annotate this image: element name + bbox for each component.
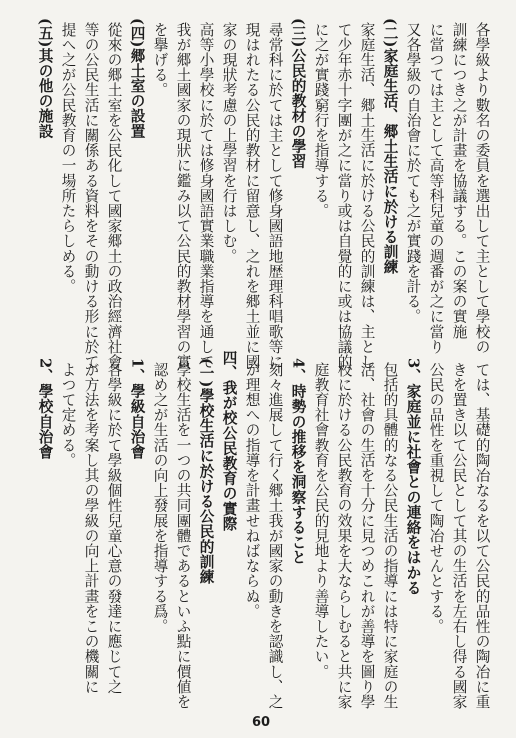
text-column-15: を擧げる。 [151,22,169,98]
text-column-31: が理想への指導を計畫せねばならぬ。 [243,362,261,619]
text-column-10: 尋常科に於ては主として修身國語地歴理科唱歌等に [266,22,284,370]
text-column-17: 從來の郷土室を公民化して國家郷土の政治經濟社會 [105,22,123,370]
text-column-19: 提へ之が公民教育の一場所たらしめる。 [59,22,77,294]
text-column-38: が方法を考案し其の學級の向上計畫をこの機關に [82,362,100,695]
text-column-34: 學校生活を一つの共同團體であるといふ點に價値を [174,362,192,710]
section-heading-4: (四)郷土室の設置 [128,18,146,139]
text-column-22: きを置き以て公民として其の生活を左右し得る國家 [450,362,468,710]
section-heading-1: (一)學校生活に於ける公民的訓練 [197,358,215,585]
section-heading-3: (三)公民的教材の學習 [289,18,307,169]
section-heading-5: (五)其の他の施設 [36,18,54,139]
item-heading-3: 3、家庭並に社會との連絡をはかる [404,358,422,596]
text-column-39: よつて定める。 [59,362,77,468]
text-column-27: 校に於ける公民教育の效果を大ならしむると共に家 [335,362,353,710]
text-column-25: 包括的具體的なる公民生活の指導には特に家庭の生 [381,362,399,710]
page-number: 60 [251,715,271,730]
text-column-18: 等の公民生活に關係ある資料をその動ける形に於て [82,22,100,370]
text-column-4: 又各學級の自治會に於ても之が實踐を計る。 [404,22,422,324]
text-column-7: て少年赤十字團が之に當り或は自覺的に或は協議的 [335,22,353,370]
text-column-2: 訓練につき之が計畫を協議する。この案の實施 [450,22,468,340]
text-column-23: 公民の品性を重視して陶冶せんとする。 [427,362,445,634]
chapter-heading-4: 四、我が校公民教育の實際 [220,350,238,532]
text-column-8: に之が實踐窮行を指導する。 [312,22,330,219]
text-column-13: 高等小學校に於ては修身國語實業職業指導を通して [197,22,215,370]
text-column-6: 家庭生活、郷土生活に於ける公民的訓練は、主とし [358,22,376,370]
item-heading-4: 4、時勢の推移を洞察すること [289,358,307,565]
section-heading-2: (二)家庭生活、郷土生活に於ける訓練 [381,18,399,275]
text-column-3: に當つては主として高等科兒童の週番が之に當り [427,22,445,355]
text-column-11: 現はれたる公民的教材に留意し、之れを郷土並に國 [243,22,261,370]
item-heading-1: 1、學級自治會 [128,358,146,460]
text-column-21: ては、基礎的陶冶なるを以て公民的品性の陶冶に重 [473,362,491,710]
text-column-30: 刻々進展して行く郷土我が國家の動きを認識し、之 [266,362,284,710]
text-column-26: 活、社會の生活を十分に見つめこれが善導を圖り學 [358,362,376,710]
text-column-37: 各學級に於て學級個性兒童心意の發達に應じて之 [105,362,123,695]
item-heading-2: 2、學校自治會 [36,358,54,460]
text-column-28: 庭教育社會教育を公民的見地より善導したい。 [312,362,330,680]
text-column-35: 認め之が生活の向上發展を指導する爲。 [151,362,169,634]
text-column-12: 家の現狀考慮の上學習を行はしむ。 [220,22,238,264]
text-column-14: 我が郷土國家の現狀に鑑み以て公民的教材學習の實 [174,22,192,370]
text-column-1: 各學級より數名の委員を選出して主として學校の [473,22,491,355]
